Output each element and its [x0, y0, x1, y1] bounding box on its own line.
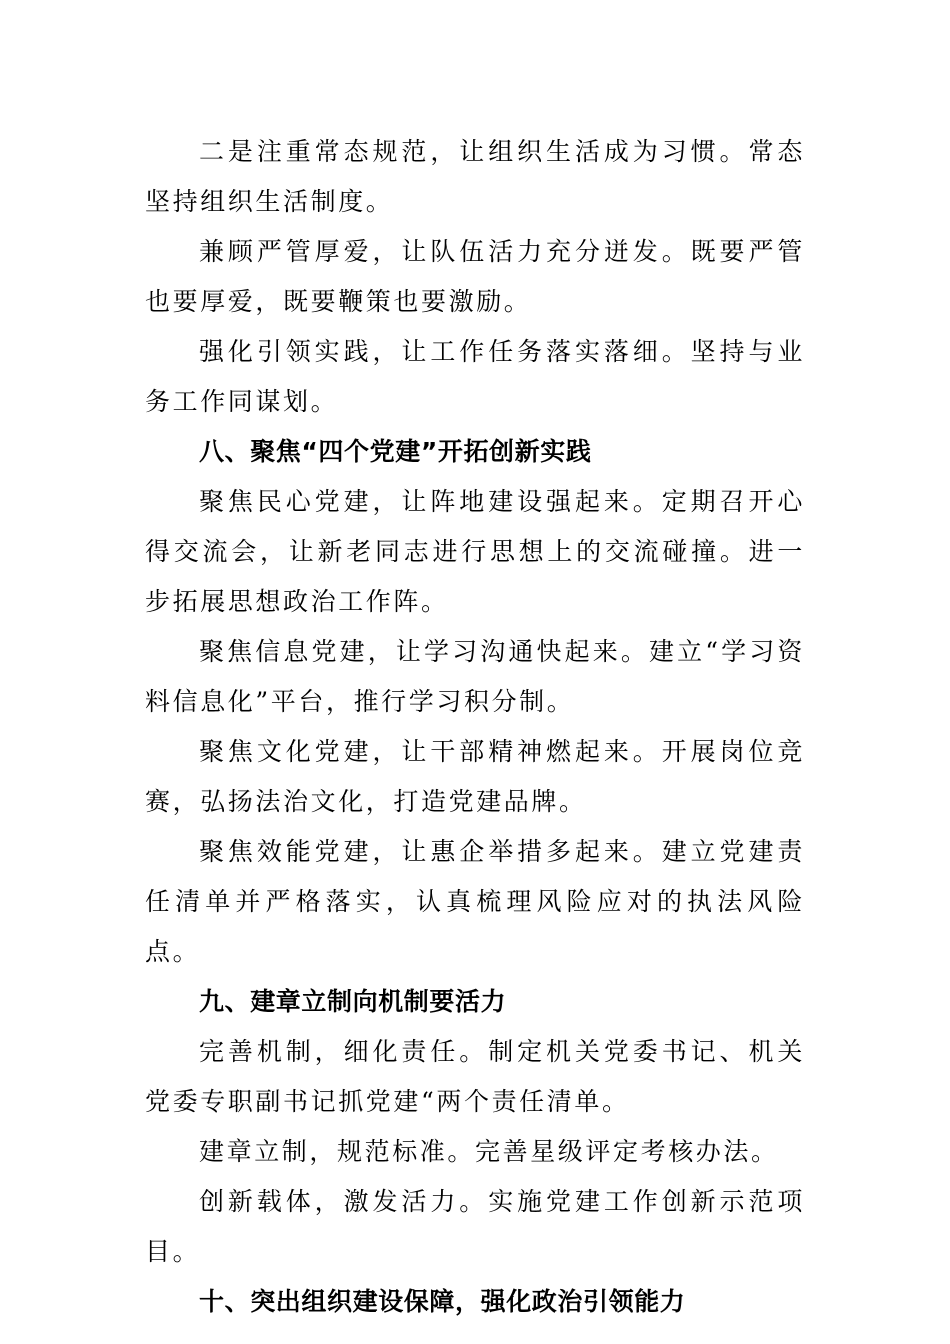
- section-heading-9: 九、建章立制向机制要活力: [199, 987, 507, 1016]
- section-heading-10: 十、突出组织建设保障，强化政治引领能力: [199, 1287, 686, 1316]
- paragraph-10: 创新载体，激发活力。实施党建工作创新示范项目。: [145, 1187, 805, 1266]
- paragraph-3: 强化引领实践，让工作任务落实落细。坚持与业务工作同谋划。: [145, 337, 805, 416]
- paragraph-2: 兼顾严管厚爱，让队伍活力充分迸发。既要严管也要厚爱，既要鞭策也要激励。: [145, 237, 805, 316]
- paragraph-9: 建章立制，规范标准。完善星级评定考核办法。: [199, 1137, 779, 1166]
- paragraph-7: 聚焦效能党建，让惠企举措多起来。建立党建责任清单并严格落实，认真梳理风险应对的执法风险点。: [145, 837, 805, 966]
- paragraph-1: 二是注重常态规范，让组织生活成为习惯。常态坚持组织生活制度。: [145, 137, 805, 216]
- document-body: [145, 127, 805, 1327]
- section-heading-8: 八、聚焦“四个党建”开拓创新实践: [199, 437, 592, 466]
- paragraph-6: 聚焦文化党建，让干部精神燃起来。开展岗位竞赛，弘扬法治文化，打造党建品牌。: [145, 737, 805, 816]
- paragraph-4: 聚焦民心党建，让阵地建设强起来。定期召开心得交流会，让新老同志进行思想上的交流碰撞。进一步拓展思想政治工作阵。: [145, 487, 805, 616]
- paragraph-5: 聚焦信息党建，让学习沟通快起来。建立“学习资料信息化”平台，推行学习积分制。: [145, 637, 805, 716]
- paragraph-8: 完善机制，细化责任。制定机关党委书记、机关党委专职副书记抓党建“两个责任清单。: [145, 1037, 805, 1116]
